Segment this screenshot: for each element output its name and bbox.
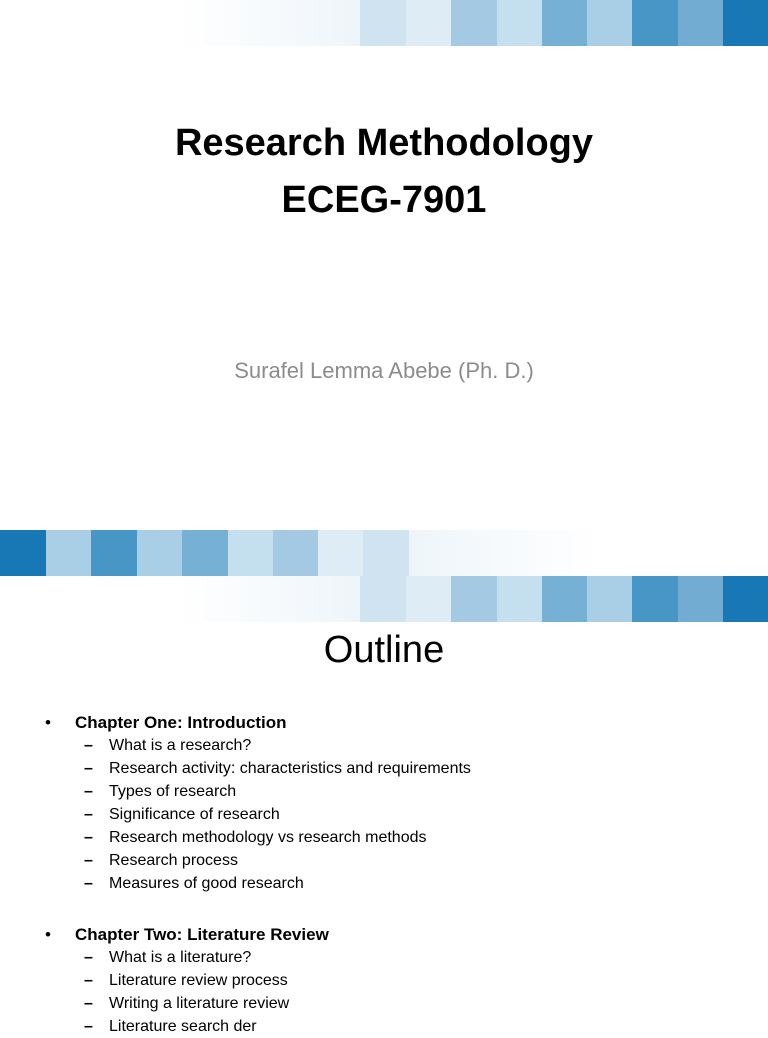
dash-icon: – [84, 995, 93, 1012]
slide-title-line2: ECEG-7901 [281, 179, 487, 221]
list-item [84, 993, 289, 1015]
list-item-text: What is a literature? [109, 949, 252, 966]
chapter-heading [45, 712, 287, 734]
outline-title: Outline [323, 629, 445, 671]
list-item [84, 781, 236, 803]
dash-icon: – [84, 852, 93, 869]
list-item-text: Literature review process [109, 972, 288, 989]
outline-slide [0, 576, 768, 1035]
list-item [84, 947, 251, 969]
bottom-decorative-strip [0, 530, 768, 576]
dash-icon: – [84, 760, 93, 777]
list-item-text: Types of research [109, 783, 237, 800]
dash-icon: – [84, 875, 93, 892]
top-decorative-strip [0, 0, 768, 46]
chapter-heading [45, 924, 329, 946]
chapter-title: Chapter Two: Literature Review [75, 925, 329, 944]
list-item [84, 827, 427, 849]
list-item [84, 804, 280, 826]
list-item [84, 1016, 257, 1038]
dash-icon: – [84, 783, 93, 800]
author-name: Surafel Lemma Abebe (Ph. D.) [234, 358, 534, 383]
list-item [84, 873, 304, 895]
dash-icon: – [84, 806, 93, 823]
list-item [84, 735, 251, 757]
bullet-icon: • [45, 925, 51, 944]
chapter-title: Chapter One: Introduction [75, 713, 287, 732]
dash-icon: – [84, 1018, 93, 1035]
list-item [84, 970, 288, 992]
list-item-text: Measures of good research [109, 875, 304, 892]
dash-icon: – [84, 829, 93, 846]
list-item-text: Research methodology vs research methods [109, 829, 427, 846]
bullet-icon: • [45, 713, 51, 732]
dash-icon: – [84, 737, 93, 754]
dash-icon: – [84, 949, 93, 966]
list-item-text: Literature search der [109, 1018, 257, 1035]
list-item-text: Significance of research [109, 806, 280, 823]
dash-icon: – [84, 972, 93, 989]
list-item-text: Research process [109, 852, 238, 869]
list-item-text: What is a research? [109, 737, 252, 754]
list-item [84, 758, 471, 780]
top-decorative-strip [0, 576, 768, 622]
list-item-text: Research activity: characteristics and requirements [109, 760, 471, 777]
list-item-text: Writing a literature review [109, 995, 290, 1012]
slide-title-line1: Research Methodology [174, 122, 594, 164]
list-item [84, 850, 238, 872]
